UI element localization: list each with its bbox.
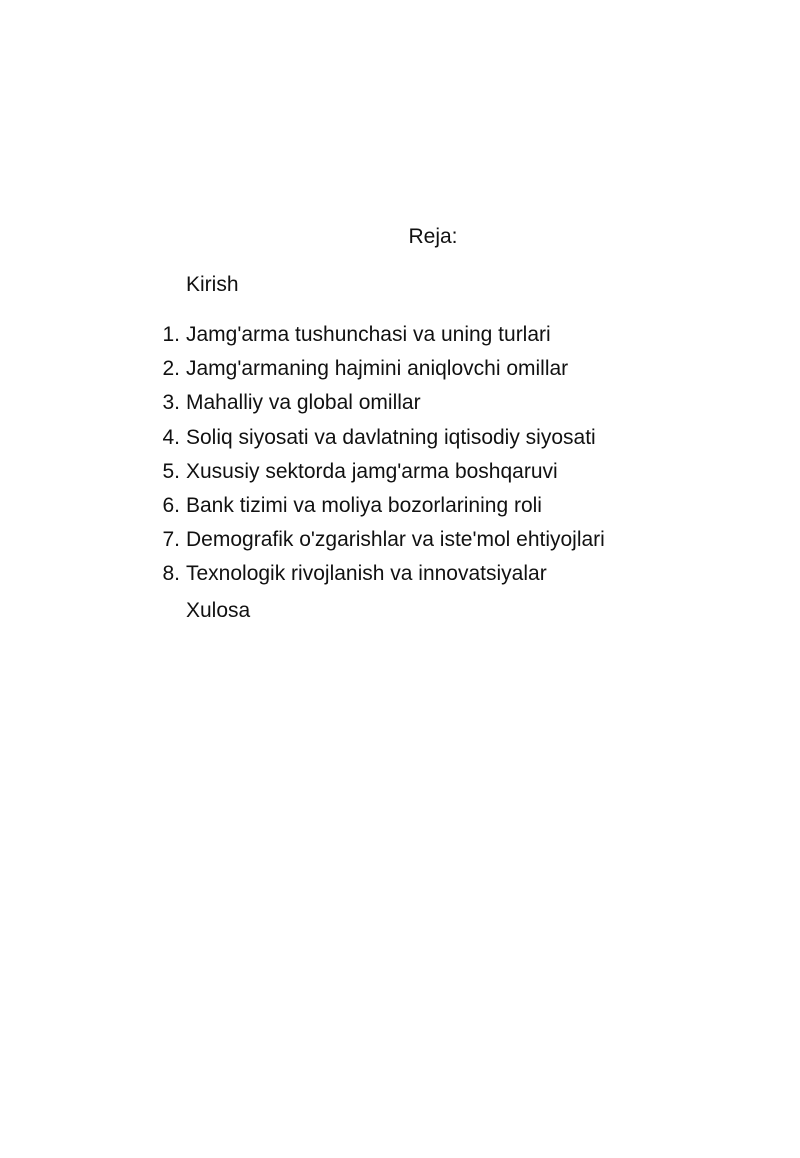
- item-text: Demografik o'zgarishlar va iste'mol ehtiyojlari: [186, 528, 605, 552]
- list-item: [150, 388, 710, 422]
- intro-heading: Kirish: [186, 273, 239, 296]
- item-number: 5.: [162, 459, 180, 483]
- table-of-contents: [150, 320, 710, 594]
- page-title: Reja:: [408, 225, 458, 248]
- item-text: Soliq siyosati va davlatning iqtisodiy siyosati: [186, 425, 596, 449]
- item-text: Xususiy sektorda jamg'arma boshqaruvi: [186, 459, 558, 483]
- item-number: 1.: [162, 323, 180, 346]
- list-item: [150, 491, 710, 525]
- list-item: [150, 354, 710, 388]
- item-text: Jamg'armaning hajmini aniqlovchi omillar: [186, 357, 569, 381]
- list-item: [150, 559, 710, 593]
- item-text: Mahalliy va global omillar: [186, 391, 421, 415]
- item-number: 8.: [162, 562, 180, 586]
- item-number: 6.: [162, 493, 180, 517]
- list-item: [150, 423, 710, 457]
- item-number: 7.: [162, 528, 180, 552]
- item-number: 3.: [162, 391, 180, 415]
- conclusion-heading: Xulosa: [186, 599, 251, 622]
- list-item: [150, 320, 710, 354]
- list-item: [150, 525, 710, 559]
- item-number: 4.: [162, 425, 180, 449]
- item-number: 2.: [162, 357, 180, 381]
- list-item: [150, 457, 710, 491]
- item-text: Jamg'arma tushunchasi va uning turlari: [186, 323, 551, 346]
- item-text: Texnologik rivojlanish va innovatsiyalar: [186, 562, 547, 586]
- item-text: Bank tizimi va moliya bozorlarining roli: [186, 493, 542, 517]
